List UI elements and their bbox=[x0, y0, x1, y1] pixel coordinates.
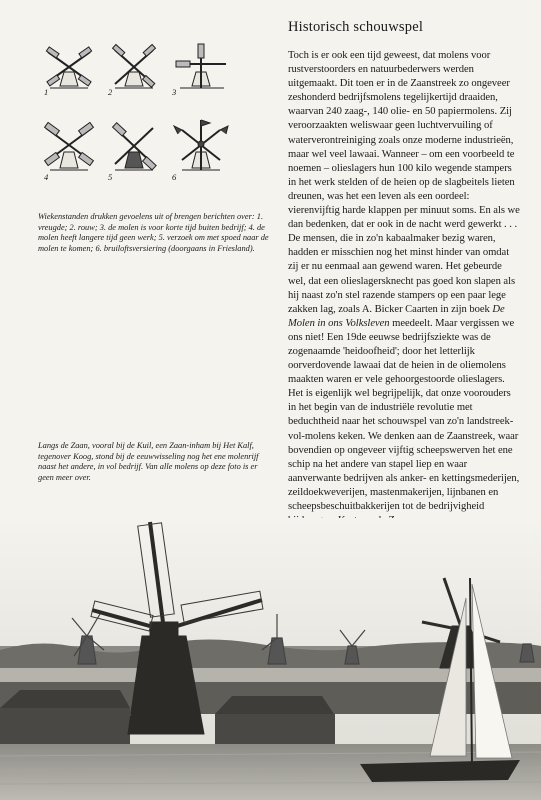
article-text: Toch is er ook een tijd geweest, dat molens voor rustverstoorders en natuurbederwers werden uitgemaakt. Dit toen er in de Zaanstreek zo ongeveer zeshonderd bedrijfsmolens tegelijkertijd draaiden, waarvan 240 zaag-, 140 olie- en 50 papiermolens. Zij veroorzaakten weliswaar geen luchtvervuiling of waterverontreiniging zoals onze moderne industrieën, maar wel veel lawaai. Wanneer – om een voorbeeld te noemen – olieslagers hun 100 kilo wegende stampers in het werk stelden of de heien op de slagbeitels lieten dreunen, was het een leven als een oordeel: vierenvijftig harde klappen per minuut soms. En als we dan bedenken, dat er ook in de nacht werd gewerkt . . . De mensen, die in zo'n kabaalmaker bezig waren, hadden er misschien nog het minst hinder van omdat zij er nu eenmaal aan gewend waren. Het gebeurde wel, dat een olieslagersknecht pas goed kon slapen als hij naast zo'n stel razende stampers op een paar lege zakken lag, zoals A. Bicker Caarten in zijn boek bbox=[288, 50, 520, 315]
figure-number: 5 bbox=[108, 172, 113, 182]
windmill-signals-illustration bbox=[38, 28, 238, 188]
figure-number: 3 bbox=[172, 87, 177, 97]
windmill-2-icon bbox=[113, 44, 156, 88]
figure-number: 6 bbox=[172, 172, 177, 182]
figure-caption: Wiekenstanden drukken gevoelens uit of brengen berichten over: 1. vreugde; 2. rouw; 3. de molen is voor korte tijd buiten bedrijf; 4. de molen heeft langere tijd geen werk; 5. verzoek om met spoed naar de molen te komen; 6. bruiloftsversiering (doorgaans in Friesland). bbox=[38, 212, 269, 253]
windmill-5-icon bbox=[113, 123, 157, 170]
windmill-3-icon bbox=[176, 44, 226, 88]
windmills-photo bbox=[0, 518, 541, 800]
figure-number: 4 bbox=[44, 172, 49, 182]
windmill-4-icon bbox=[45, 122, 94, 170]
book-title: De Molen in ons Volksleven bbox=[288, 303, 505, 329]
article-paragraph-1 bbox=[288, 49, 520, 387]
figure-number: 1 bbox=[44, 87, 49, 97]
page-title: Historisch schouwspel bbox=[288, 19, 424, 35]
windmill-1-icon bbox=[46, 47, 91, 88]
figure-number: 2 bbox=[108, 87, 113, 97]
article-paragraph-2: Het is eigenlijk wel begrijpelijk, dat onze voorouders in het begin van de industriële revolutie met beduchtheid naar het schouwspel van zo'n landstreek-vol-molens keken. We denken aan de Zaanstreek, waar bovendien op ongeveer vijftig scheepswerven het ene schip na het andere van stapel liep en waar aanverwante bedrijven als anker- en kettingsmederijen, zeildoekweverijen, mastenmakerijen, lijnbanen en scheepsbeschuitbakkerijen tot de bedrijvigheid bbox=[288, 388, 520, 512]
article-text: meedeelt. Maar vergissen we ons niet! Een 19de eeuwse bedrijfsziekte was de zogenaamde 'heidoofheid'; door het letterlijk oorverdovende lawaai dat de heien in de oliemolens maakten waren er vele gehoorgestoorde olieslagers. bbox=[288, 317, 515, 386]
windmill-6-icon bbox=[174, 120, 228, 170]
photo-caption: Langs de Zaan, vooral bij de Kuil, een Zaan-inham bij Het Kalf, tegenover Koog, stond bij de eeuwwisseling nog het ene molenrijf naast het andere, in vol bedrijf. Van alle molens op deze foto is er geen meer over. bbox=[38, 441, 259, 482]
article-body bbox=[288, 49, 520, 528]
